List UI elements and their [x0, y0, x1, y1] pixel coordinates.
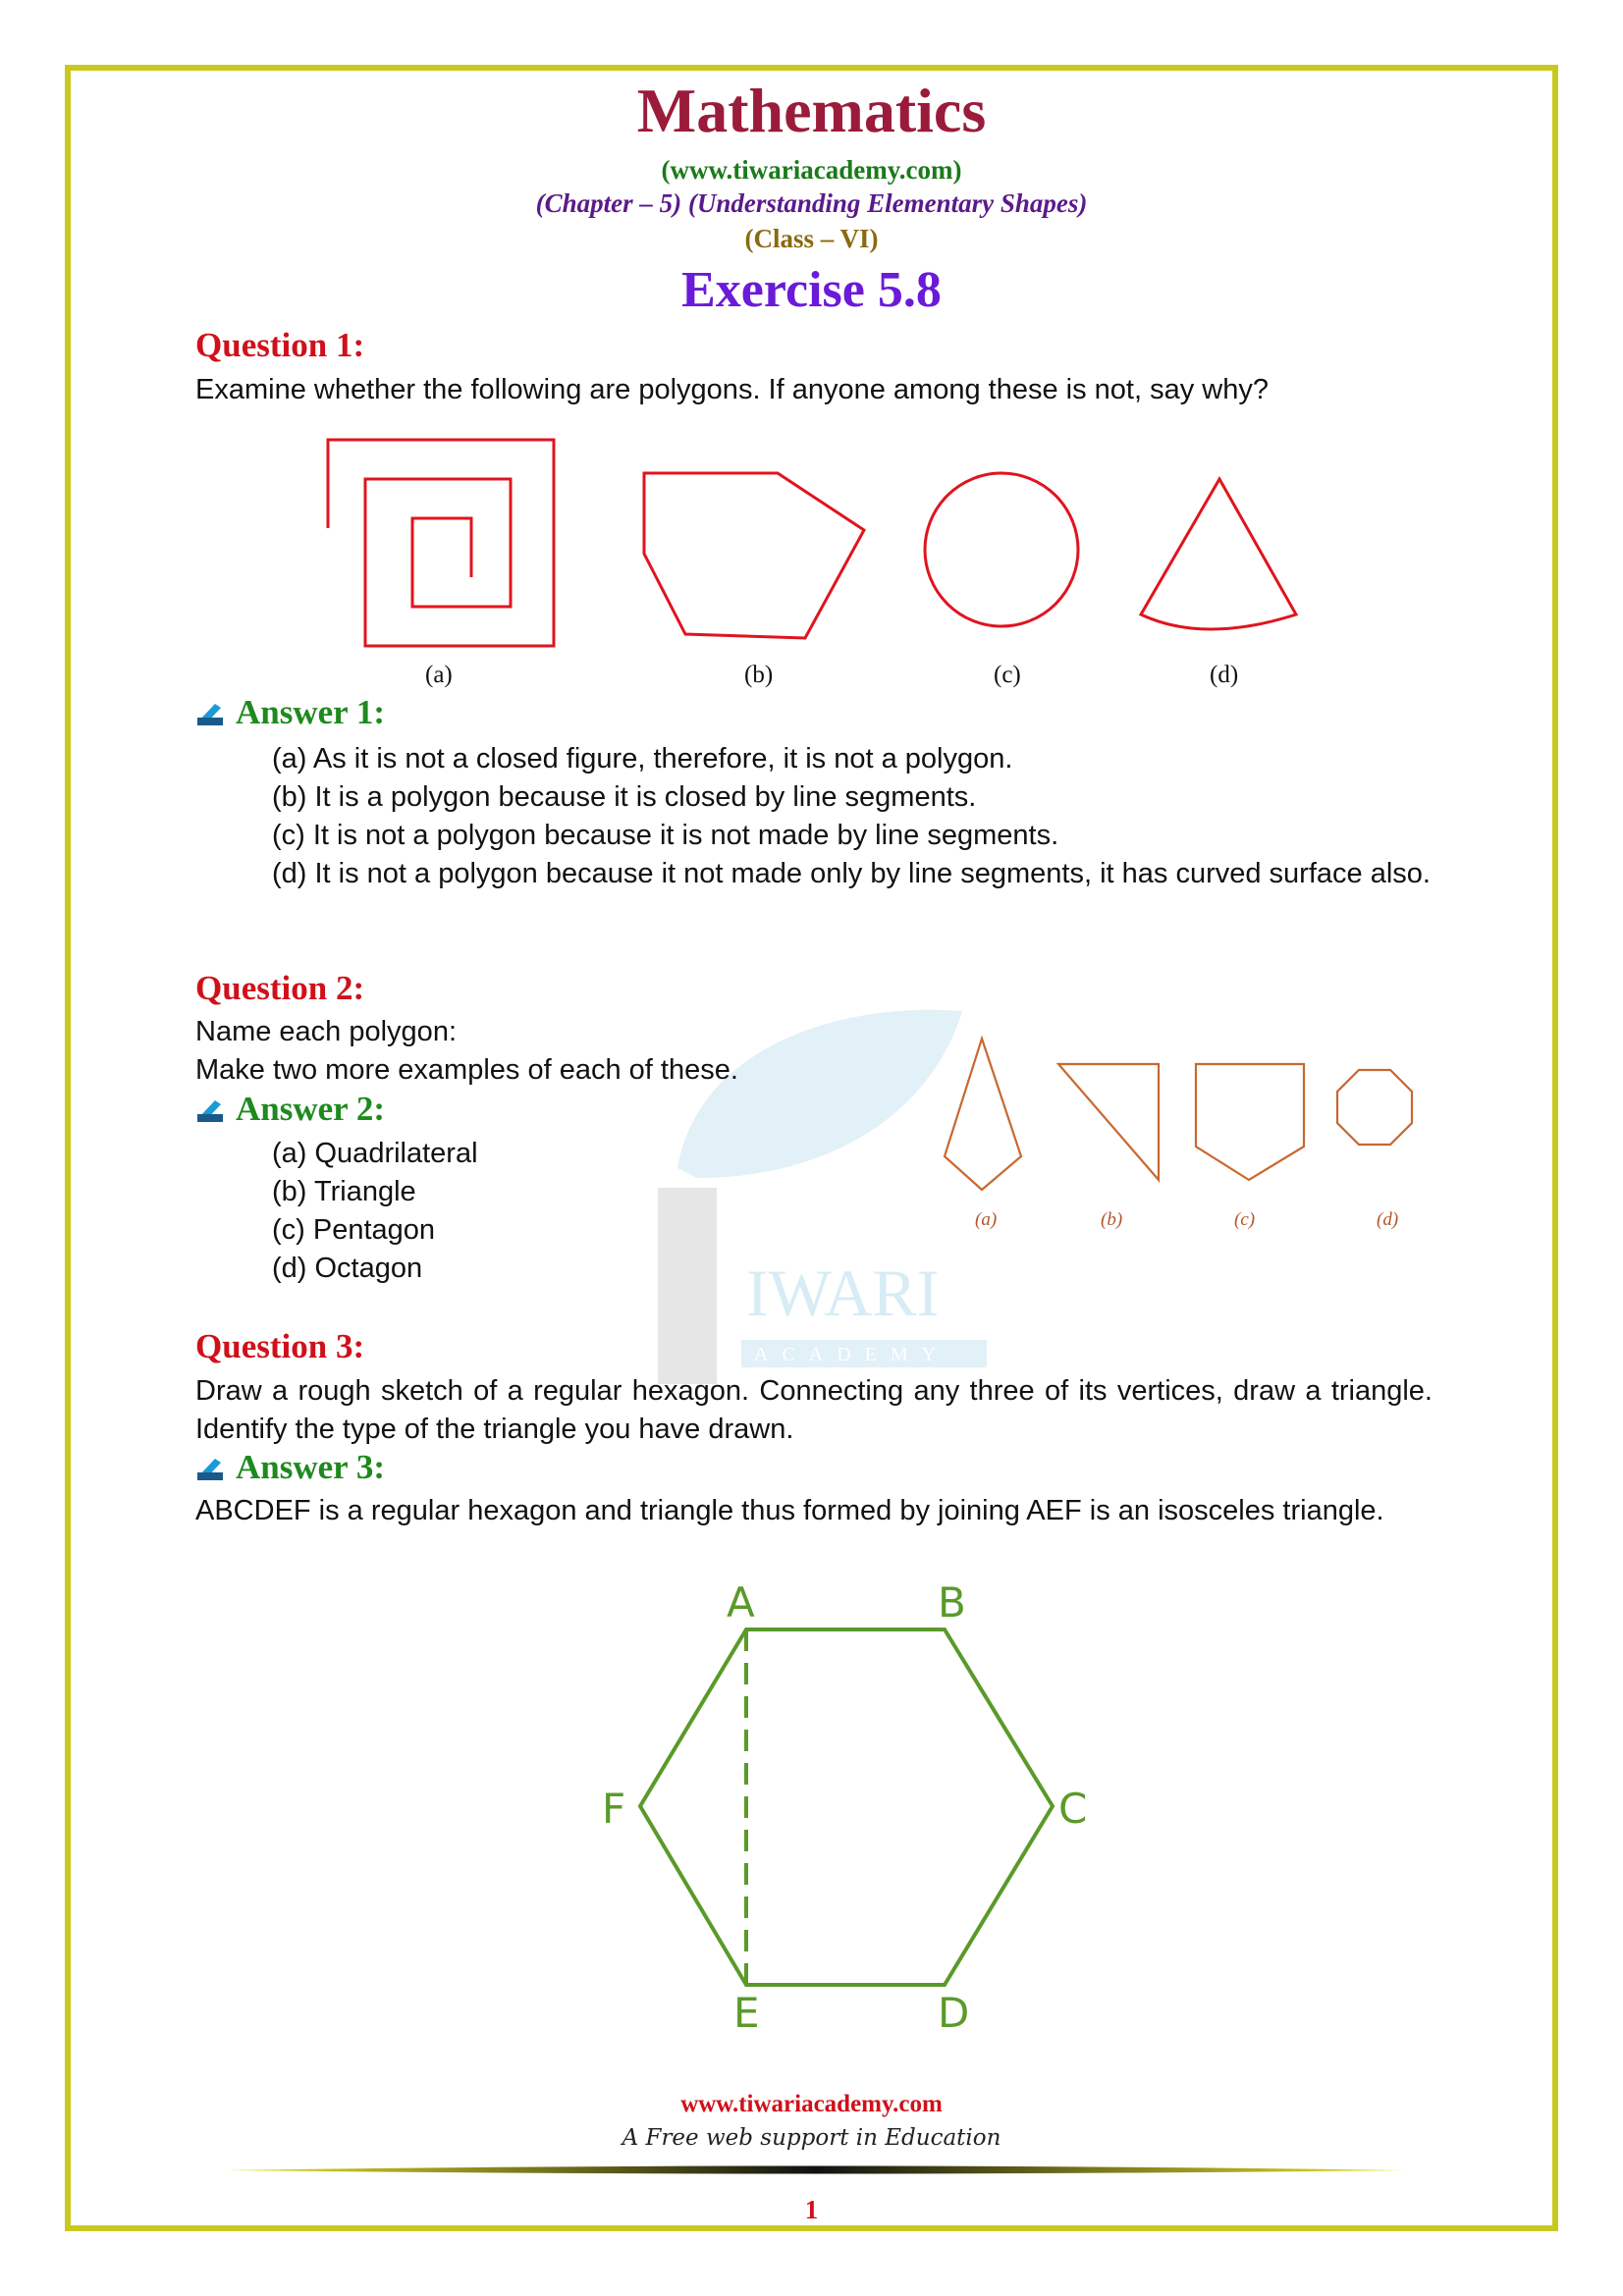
question-3-heading: Question 3:: [195, 1327, 365, 1365]
footer-divider: [226, 2163, 1404, 2177]
class-label: (Class – VI): [744, 224, 879, 253]
question-2-line: Make two more examples of each of these.: [195, 1054, 738, 1086]
figure2-label-a: (a): [975, 1209, 998, 1230]
question-1-text: Examine whether the following are polygons. If anyone among these is not, say why?: [195, 374, 1269, 405]
spiral-figure-a: [328, 440, 554, 646]
watermark-brand: IWARI: [746, 1255, 940, 1330]
question-1-figures: [314, 432, 1316, 658]
answer-1-line: (c) It is not a polygon because it is not made by line segments.: [272, 820, 1059, 851]
pen-icon: [195, 1096, 225, 1122]
sector-figure-d: [1141, 479, 1296, 629]
vertex-label-b: B: [938, 1578, 966, 1627]
figure-label-b: (b): [744, 662, 774, 688]
footer-site[interactable]: www.tiwariacademy.com: [680, 2091, 943, 2117]
answer-1-line: (b) It is a polygon because it is closed by line segments.: [272, 781, 977, 813]
hexagon-shape: [640, 1629, 1053, 1985]
page-number: 1: [804, 2195, 819, 2224]
answer-1-heading: Answer 1:: [236, 693, 385, 731]
answer-2-line: (d) Octagon: [272, 1253, 423, 1284]
pen-icon: [195, 700, 225, 725]
answer-2-heading: Answer 2:: [236, 1090, 385, 1128]
answer-1-line: (d) It is not a polygon because it not made only by line segments, it has curved surface also.: [272, 858, 1431, 889]
page-title: Mathematics: [636, 76, 987, 145]
header-site: (www.tiwariacademy.com): [661, 155, 962, 185]
vertex-label-a: A: [727, 1578, 755, 1627]
vertex-label-e: E: [733, 1989, 760, 2037]
figure2-label-c: (c): [1234, 1209, 1256, 1230]
pen-icon: [195, 1455, 225, 1480]
question-3-text: Draw a rough sketch of a regular hexagon. Connecting any three of its vertices, draw a triangle. Identify the type of the triangle you have drawn.: [195, 1375, 1433, 1445]
figure2-label-b: (b): [1101, 1209, 1123, 1230]
vertex-label-f: F: [602, 1785, 626, 1833]
answer-2-line: (c) Pentagon: [272, 1214, 436, 1246]
figure-label-c: (c): [994, 662, 1021, 688]
vertex-label-d: D: [938, 1989, 970, 2037]
question-2-heading: Question 2:: [195, 969, 365, 1007]
figure-label-d: (d): [1210, 662, 1239, 688]
answer-2-line: (a) Quadrilateral: [272, 1138, 478, 1169]
figure-label-a: (a): [425, 662, 453, 688]
exercise-title: Exercise 5.8: [681, 262, 942, 318]
answer-3-heading: Answer 3:: [236, 1448, 385, 1486]
answer-1-line: (a) As it is not a closed figure, therefore, it is not a polygon.: [272, 743, 1013, 774]
question-1-heading: Question 1:: [195, 326, 365, 364]
circle-figure-c: [925, 473, 1078, 626]
chapter-title: (Chapter – 5) (Understanding Elementary Shapes): [535, 188, 1088, 218]
octagon-figure-d: [1337, 1070, 1412, 1145]
hexagon-diagram: [589, 1571, 1100, 2042]
watermark-sub: ACADEMY: [754, 1344, 950, 1365]
answer-2-line: (b) Triangle: [272, 1176, 416, 1207]
footer-tagline: A Free web support in Education: [622, 2125, 1001, 2151]
answer-3-text: ABCDEF is a regular hexagon and triangle thus formed by joining AEF is an isosceles triangle.: [195, 1495, 1384, 1526]
question-2-line: Name each polygon:: [195, 1016, 457, 1047]
figure2-label-d: (d): [1377, 1209, 1399, 1230]
hexagon-figure-b: [644, 473, 864, 638]
vertex-label-c: C: [1058, 1785, 1088, 1833]
